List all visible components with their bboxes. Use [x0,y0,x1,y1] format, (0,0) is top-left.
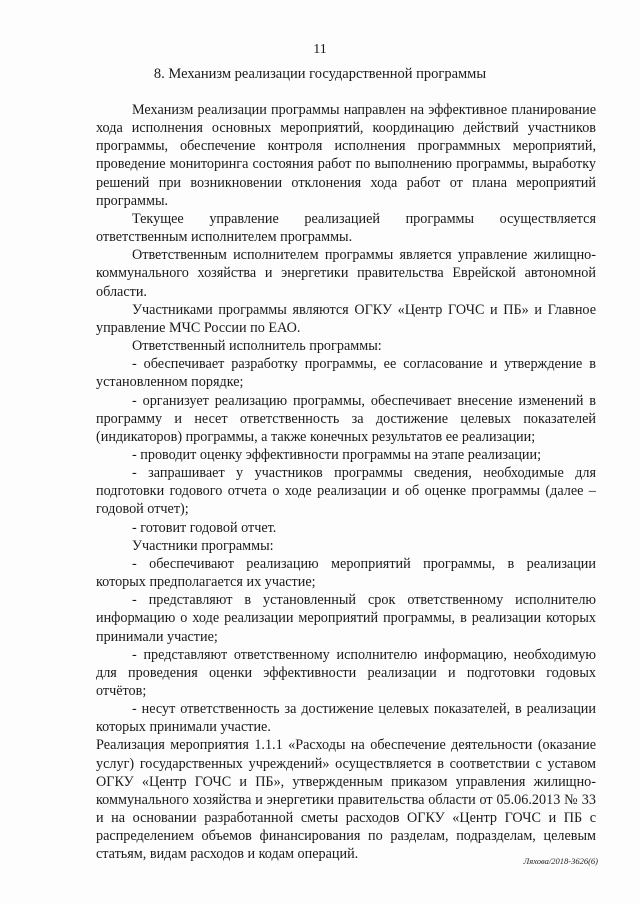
paragraph: Ответственный исполнитель программы: [132,338,382,355]
list-item: - организует реализацию программы, обеспечивает внесение изменений в программу и несет ответственность за достижение целевых показателей (индикаторов) программы, а также конечных результатов ее реализации; [96,392,596,445]
paragraph: Текущее управление реализацией программы осуществляется ответственным исполнителем программы. [96,210,596,246]
list-item: - представляют в установленный срок ответственному исполнителю информацию о ходе реализации мероприятий программы, в реализации которых принимали участие; [96,592,596,645]
list-item: - несут ответственность за достижение целевых показателей, в реализации которых принимали участие. [96,701,596,736]
document-body [96,101,596,864]
list-item: - проводит оценку эффективности программы на этапе реализации; [132,446,542,463]
document-code: Ляхова/2018-3626(6) [523,856,598,866]
list-item: - представляют ответственному исполнителю информацию, необходимую для проведения оценки эффективности реализации и подготовки годовых отчётов; [96,646,596,699]
page-number: 11 [313,42,327,57]
paragraph: Участники программы: [132,537,274,554]
paragraph: Реализация мероприятия 1.1.1 «Расходы на обеспечение деятельности (оказание услуг) государственных учреждений» осуществляется в соответствии с уставом ОГКУ «Центр ГОЧС и ПБ», утвержденным приказом управления жилищно-коммунального хозяйства и энергетики правительства области от 05.06.2013 № 33 и на основании разработанной сметы расходов ОГКУ «Центр ГОЧС и ПБ с распределением объемов финансирования по разделам, подразделам, целевым статьям, видам расходов и кодам операций. [96,737,596,863]
list-item: - готовит годовой отчет. [132,519,277,536]
list-item: - обеспечивают реализацию мероприятий программы, в реализации которых предполагается их участие; [96,555,596,591]
list-item: - обеспечивает разработку программы, ее согласование и утверждение в установленном порядке; [96,356,596,391]
paragraph: Ответственным исполнителем программы является управление жилищно-коммунального хозяйства и энергетики правительства Еврейской автономной области. [96,247,596,300]
section-title: 8. Механизм реализации государственной программы [153,66,487,82]
paragraph: Механизм реализации программы направлен на эффективное планирование хода исполнения основных мероприятий, координацию действий участников программы, обеспечение контроля исполнения программных мероприятий, проведение мониторинга состояния работ по выполнению программы, выработку решений при возникновении отклонения хода работ от плана мероприятий программы. [96,102,596,209]
list-item: - запрашивает у участников программы сведения, необходимые для подготовки годового отчета о ходе реализации и об оценке программы (далее – годовой отчет); [96,465,596,518]
paragraph: Участниками программы являются ОГКУ «Центр ГОЧС и ПБ» и Главное управление МЧС России по ЕАО. [96,301,596,336]
